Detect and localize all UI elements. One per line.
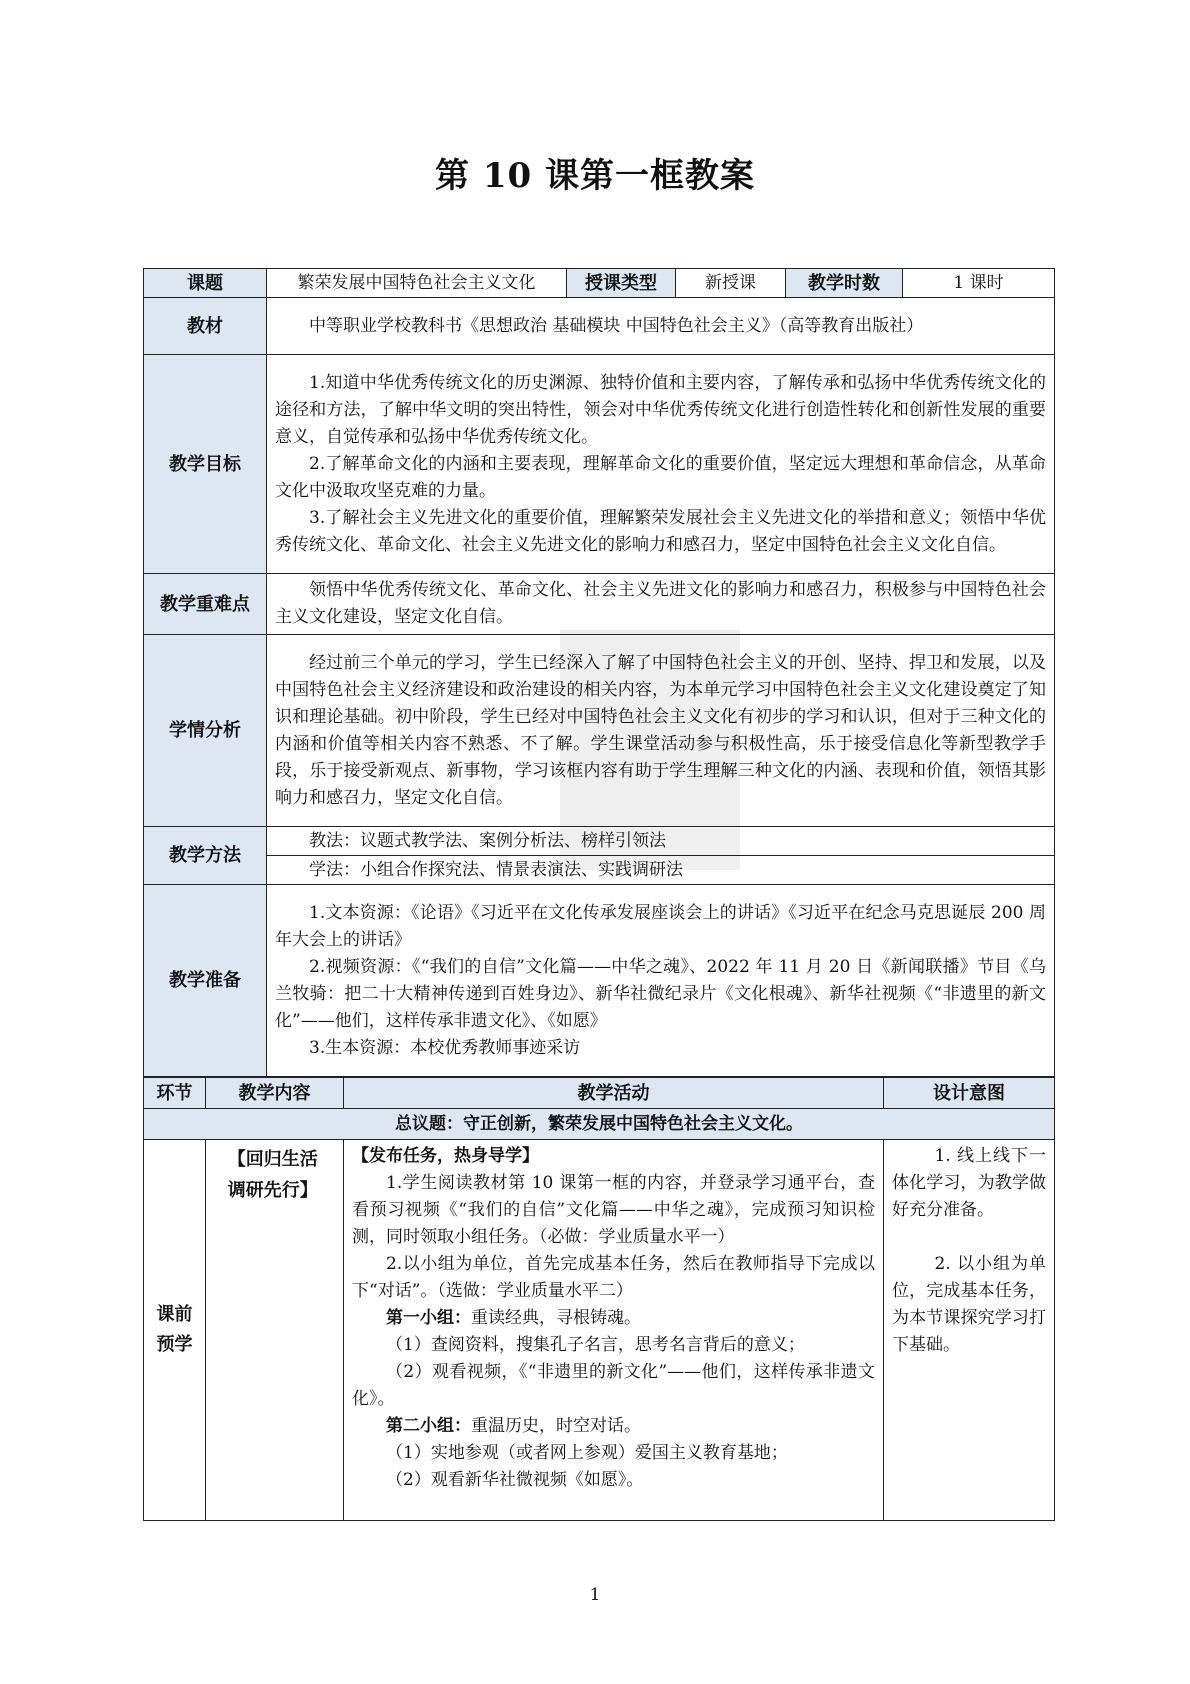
topic-label: 课题 [144, 269, 267, 298]
teach-method-text: 教法：议题式教学法、案例分析法、榜样引领法 [309, 830, 666, 851]
material-row [144, 298, 1055, 355]
header-stage: 环节 [144, 1078, 206, 1109]
keypoints-text: 领悟中华优秀传统文化、革命文化、社会主义先进文化的影响力和感召力，积极参与中国特色社会主义文化建设，坚定文化自信。 [275, 580, 1046, 627]
objective-item: 1.知道中华优秀传统文化的历史渊源、独特价值和主要内容，了解传承和弘扬中华优秀传统文化的途径和方法，了解中华文明的突出特性，领会对中华优秀传统文化进行创造性转化和创新性发展的重要意义，自觉传承和弘扬中华优秀传统文化。 [275, 372, 1046, 447]
analysis-row [144, 635, 1055, 827]
objective-item: 2.了解革命文化的内涵和主要表现，理解革命文化的重要价值，坚定远大理想和革命信念，从革命文化中汲取攻坚克难的力量。 [275, 453, 1046, 501]
activity-item: 1.学生阅读教材第 10 课第一框的内容，并登录学习通平台，查看预习视频《“我们的自信”文化篇——中华之魂》，完成预习知识检测，同时领取小组任务。（必做：学业质量水平一） [352, 1173, 875, 1247]
activity-cell [344, 1140, 884, 1521]
intent-item: 1. 线上线下一体化学习，为教学做好充分准备。 [892, 1146, 1046, 1220]
stage-cell [144, 1140, 206, 1521]
activity-heading: 【发布任务，热身导学】 [352, 1146, 539, 1166]
overall-topic-row [144, 1109, 1055, 1140]
prep-item: 2.视频资源：《“我们的自信”文化篇——中华之魂》、2022 年 11 月 20 日《新闻联播》节目《乌兰牧骑：把二十大精神传递到百姓身边》、新华社微纪录片《文化根魂》、新华社视频《“非遗里的新文化”——他们，这样传承非遗文化》、《如愿》 [275, 956, 1046, 1031]
group2-text: 重温历史，时空对话。 [471, 1416, 641, 1436]
group2-line [352, 1413, 875, 1440]
header-content: 教学内容 [206, 1078, 344, 1109]
objectives-row [144, 355, 1055, 574]
objectives-label: 教学目标 [144, 355, 267, 574]
method-label: 教学方法 [144, 827, 267, 885]
material-text: 中等职业学校教科书《思想政治 基础模块 中国特色社会主义》（高等教育出版社） [309, 315, 924, 336]
group2-item: （1）实地参观（或者网上参观）爱国主义教育基地； [386, 1443, 788, 1463]
analysis-label: 学情分析 [144, 635, 267, 827]
group1-line [352, 1305, 875, 1332]
activity-item: 2.以小组为单位，首先完成基本任务，然后在教师指导下完成以下“对话”。（选做：学业质量水平二） [352, 1254, 875, 1301]
content-text: 【回归生活调研先行】 [227, 1149, 318, 1201]
objective-item: 3.了解社会主义先进文化的重要价值，理解繁荣发展社会主义先进文化的举措和意义；领悟中华优秀传统文化、革命文化、社会主义先进文化的影响力和感召力，坚定中国特色社会主义文化自信。 [275, 507, 1046, 555]
group1-item: （2）观看视频，《“非遗里的新文化”——他们，这样传承非遗文化》。 [352, 1362, 875, 1409]
content-cell [206, 1140, 344, 1521]
group2-title: 第二小组： [386, 1416, 471, 1436]
intent-cell [884, 1140, 1055, 1521]
material-label: 教材 [144, 298, 267, 355]
group1-title: 第一小组： [386, 1308, 471, 1328]
method-row-2 [144, 856, 1055, 885]
pre-study-row [144, 1140, 1055, 1521]
learn-method-text: 学法：小组合作探究法、情景表演法、实践调研法 [309, 859, 683, 880]
activity-header-row [144, 1078, 1055, 1109]
overall-topic: 总议题：守正创新，繁荣发展中国特色社会主义文化。 [144, 1109, 1055, 1140]
group1-item: （1）查阅资料，搜集孔子名言，思考名言背后的意义； [386, 1335, 805, 1355]
prep-item: 1.文本资源：《论语》《习近平在文化传承发展座谈会上的讲话》《习近平在纪念马克思诞辰 200 周年大会上的讲话》 [275, 902, 1046, 950]
teaching-hours-value: 1 课时 [903, 269, 1055, 298]
group2-item: （2）观看新华社微视频《如愿》。 [386, 1470, 644, 1490]
intent-item: 2. 以小组为单位，完成基本任务，为本节课探究学习打下基础。 [892, 1254, 1046, 1355]
stage-text: 课前预学 [156, 1304, 193, 1355]
header-activity: 教学活动 [344, 1078, 884, 1109]
topic-value: 繁荣发展中国特色社会主义文化 [267, 269, 567, 298]
prep-item: 3.生本资源：本校优秀教师事迹采访 [309, 1037, 581, 1058]
prep-row [144, 885, 1055, 1077]
page-number: 1 [589, 1585, 601, 1605]
keypoints-row [144, 574, 1055, 635]
analysis-text: 经过前三个单元的学习，学生已经深入了解了中国特色社会主义的开创、坚持、捍卫和发展，以及中国特色社会主义经济建设和政治建设的相关内容，为本单元学习中国特色社会主义文化建设奠定了知识和理论基础。初中阶段，学生已经对中国特色社会主义文化有初步的学习和认识，但对于三种文化的内涵和价值等相关内容不熟悉、不了解。学生课堂活动参与积极性高，乐于接受信息化等新型教学手段，乐于接受新观点、新事物，学习该框内容有助于学生理解三种文化的内涵、表现和价值，领悟其影响力和感召力，坚定文化自信。 [275, 652, 1046, 808]
topic-row [144, 269, 1055, 298]
header-intent: 设计意图 [884, 1078, 1055, 1109]
lesson-type-value: 新授课 [676, 269, 786, 298]
page-title: 第 10 课第一框教案 [435, 156, 755, 196]
lesson-type-label: 授课类型 [567, 269, 676, 298]
group1-text: 重读经典，寻根铸魂。 [471, 1308, 641, 1328]
keypoints-label: 教学重难点 [144, 574, 267, 635]
lesson-info-table [143, 268, 1055, 1077]
activity-table [143, 1077, 1055, 1521]
method-row [144, 827, 1055, 856]
prep-label: 教学准备 [144, 885, 267, 1077]
teaching-hours-label: 教学时数 [786, 269, 903, 298]
